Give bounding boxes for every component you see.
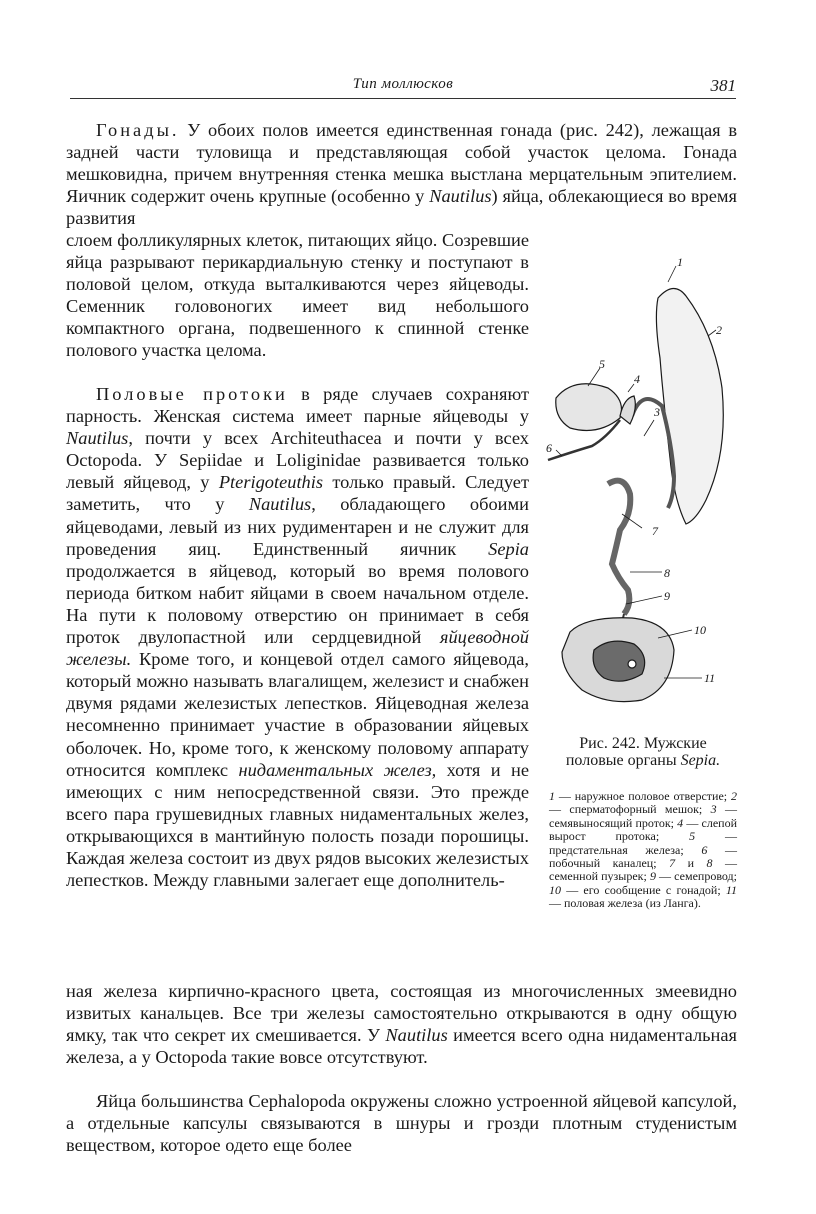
fig-label-11: 11 (704, 671, 716, 685)
fig-label-4: 4 (634, 372, 640, 386)
gonad-inner (593, 641, 645, 681)
paragraph-nidamental-continued: ная железа кирпично-красного цвета, состоящая из многочисленных змеевидно извитых канальцев. Все три железы самостоятельно открываются в одну общую ямку, так что секрет их смешивается. У Nautilus имеется всего одна нидаментальная железа, а у Octopoda такие вовсе отсутствуют. (66, 981, 737, 1068)
fig-label-2: 2 (716, 323, 722, 337)
fig-label-3: 3 (654, 405, 660, 419)
fig-label-1: 1 (677, 255, 683, 269)
fig-label-7: 7 (652, 524, 658, 538)
running-header (70, 74, 736, 99)
paragraph-egg-capsules: Яйца большинства Cephalopoda окружены сложно устроенной яйцевой капсулой, а отдельные капсулы связываются в шнуры и грозди плотным студенистым веществом, которое одето еще более (66, 1091, 737, 1156)
fig-label-8: 8 (664, 566, 670, 580)
fig-label-5: 5 (599, 357, 605, 371)
running-title: Тип моллюсков (352, 76, 454, 92)
fig-label-10: 10 (694, 623, 706, 637)
paragraph-gonads-continued: слоем фолликулярных клеток, питающих яйцо. Созревшие яйца разрывают перикардиальную стенку и поступают в половой целом, откуда выталкиваются через яйцеводы. Семенник головоногих имеет вид небольшого компактного органа, подвешенного к спинной стенке полового участка целома. (66, 230, 529, 361)
gonad-opening (628, 660, 636, 668)
figure-legend: 1 — наружное половое отверстие; 2 — сперматофорный мешок; 3 — семявыносящий проток; 4 — слепой вырост протока; 5 — предстательная железа; 6 — побочный каналец; 7 и 8 — семенной пузырек; 9 — семепровод; 10 — его сообщение с гонадой; 11 — половая железа (из Ланга). (549, 789, 738, 911)
prostate-gland (556, 384, 622, 431)
paragraph-genital-ducts: Половые протоки в ряде случаев сохраняют парность. Женская система имеет парные яйцеводы у Nautilus, почти у всех Architeuthacea и почти у всех Octopoda. У Sepiidae и Loliginidae развивается только левый яйцевод, у Pterigoteuthis только правый. Следует заметить, что у Nautilus, обладающего обоими яйцеводами, левый из них рудиментарен и не служит для проведения яиц. Единственный яичник Sepia продолжается в яйцевод, который во время полового периода битком набит яйцами в своем начальном отделе. На пути к половому отверстию он принимает в себя проток двулопастной или сердцевидной яйцеводной железы. Кроме того, и концевой отдел самого яйцевода, который можно называть влагалищем, железист и снабжен двумя рядами железистых лепестков. Яйцеводная железа несомненно принимает участие в образовании яйцевых оболочек. Но, кроме того, к женскому половому аппарату относится комплекс нидаментальных желез, хотя и не имеющих с ним непосредственной связи. Это прежде всего пара грушевидных главных нидаментальных желез, открывающихся в мантийную полость позади порошицы. Каждая железа состоит из двух рядов высоких железистых лепестков. Между главными залегает еще дополнитель- (66, 384, 530, 891)
paragraph-gonads: Гонады. У обоих полов имеется единственная гонада (рис. 242), лежащая в задней части туловища и представляющая собой участок целома. Гонада мешковидна, причем внутренняя стенка мешка выстлана мерцательным эпителием. Яичник содержит очень крупные (особенно у Nautilus) яйца, облекающиеся во время развития (66, 120, 738, 229)
spermatophore-sac (656, 288, 723, 524)
sepia-organs-drawing (546, 238, 736, 738)
fig-label-9: 9 (664, 589, 670, 603)
section-lead-ducts: Половые протоки (96, 384, 288, 404)
figure-sepia-male-organs (546, 238, 736, 738)
blind-process (620, 396, 635, 424)
vesicula-seminalis (608, 481, 630, 614)
fig-label-6: 6 (546, 441, 552, 455)
figure-caption: Рис. 242. Мужские половые органы Sepia. (565, 735, 721, 769)
section-lead-gonads: Гонады. (96, 120, 180, 140)
page-number: 381 (710, 76, 736, 95)
